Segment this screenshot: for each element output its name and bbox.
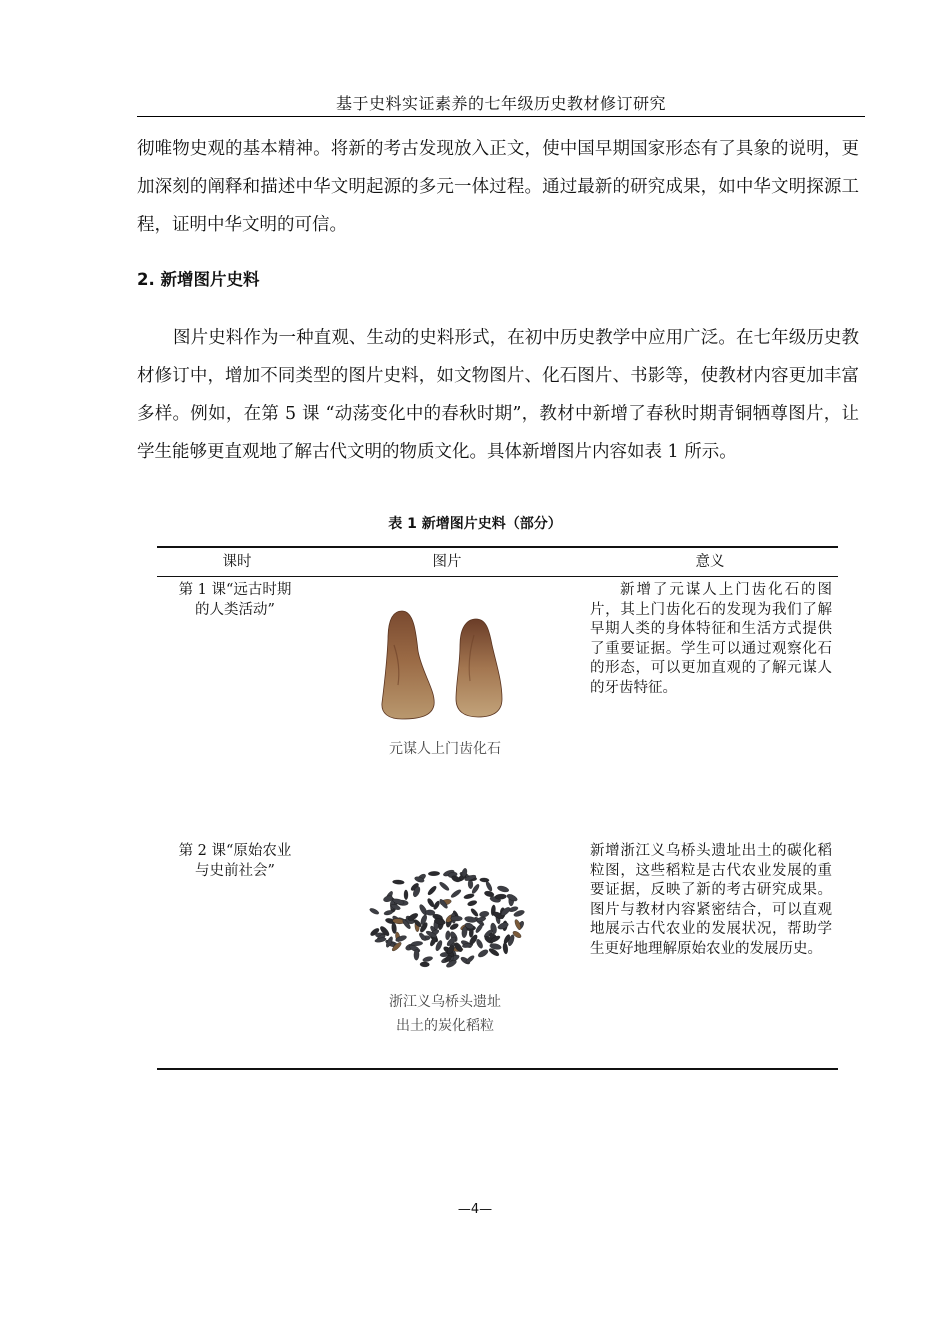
rice-grain [391,922,397,933]
image-caption-teeth [345,737,545,761]
lesson-line: 的人类活动” [195,601,275,618]
rice-grain [470,908,479,918]
lesson-line: 第 1 课“远古时期 [178,582,292,598]
rice-grain [428,871,440,876]
body-paragraph-2: 图片史料作为一种直观、生动的史料形式，在初中历史教学中应用广泛。在七年级历史教材修订中，增加不同类型的图片史料，如文物图片、化石图片、书影等，使教材内容更加丰富多样。例如，在第 5 课 “动荡变化中的春秋时期”，教材中新增了春秋时期青铜牺尊图片，让学生能够更直观地了解古代文明的物质文化。具体新增图片内容如表 1 所示。 [137,328,859,462]
rice-grain [392,880,404,885]
lesson-line: 第 2 课“原始农业 [178,843,292,859]
table-row-1-meaning: 新增了元谋人上门齿化石的图片，其上门齿化石的发现为我们了解早期人类的身体特征和生活方式提供了重要证据。学生可以通过观察化石的形态，可以更加直观的了解元谋人的牙齿特征。 [590,582,832,696]
header-rule [137,116,865,117]
table-top-rule [157,546,838,548]
rice-grain [451,916,463,921]
rice-grain [502,942,508,954]
body-paragraph-1: 彻唯物史观的基本精神。将新的考古发现放入正文，使中国早期国家形态有了具象的说明，更加深刻的阐释和描述中华文明起源的多元一体过程。通过最新的研究成果，如中华文明探源工程，证明中华文明的可信。 [137,139,859,235]
table-row-1-lesson [160,581,310,620]
column-header-meaning: 意义 [695,554,725,570]
section-heading: 2. 新增图片史料 [137,270,260,289]
page-number: —4— [457,1202,493,1217]
rice-grain [485,881,493,892]
rice-grain [384,910,394,916]
caption-line: 元谋人上门齿化石 [389,741,501,757]
image-caption-rice [345,990,545,1038]
caption-line: 出土的炭化稻粒 [396,1018,494,1034]
rice-grain [467,900,478,907]
table-row-2-lesson [160,842,310,881]
rice-grain [450,888,462,898]
rice-grain [374,937,386,943]
column-header-image: 图片 [432,554,462,570]
lesson-line: 与史前社会” [195,862,275,879]
teeth-fossil-photo [370,605,520,730]
table-header-rule [157,576,838,577]
rice-grain [463,893,474,900]
fossil-tooth-right [456,619,502,717]
running-header: 基于史料实证素养的七年级历史教材修订研究 [335,94,666,113]
rice-grain [475,938,484,949]
fossil-tooth-left [382,611,434,719]
rice-grain [464,916,477,924]
rice-grain [475,923,484,934]
carbonized-rice-photo [365,857,530,985]
table-row-2-meaning: 新增浙江义乌桥头遗址出土的碳化稻粒图，这些稻粒是古代农业发展的重要证据，反映了新的考古研究成果。图片与教材内容紧密结合，可以直观地展示古代农业的发展状况，帮助学生更好地理解原始农业的发展历史。 [590,843,832,957]
caption-line: 浙江义乌桥头遗址 [389,994,501,1010]
rice-grain [479,911,489,918]
rice-grain [438,881,450,892]
rice-grain [480,878,490,883]
rice-grain [477,948,489,958]
table-caption: 表 1 新增图片史料（部分） [388,516,562,532]
rice-grain [497,885,510,893]
rice-grain [404,890,408,900]
rice-grain [369,907,380,915]
rice-grain [422,956,433,963]
column-header-lesson: 课时 [222,554,252,570]
rice-grain [427,885,438,896]
table-bottom-rule [157,1068,838,1070]
rice-grain [420,962,430,967]
rice-grain [445,930,450,940]
